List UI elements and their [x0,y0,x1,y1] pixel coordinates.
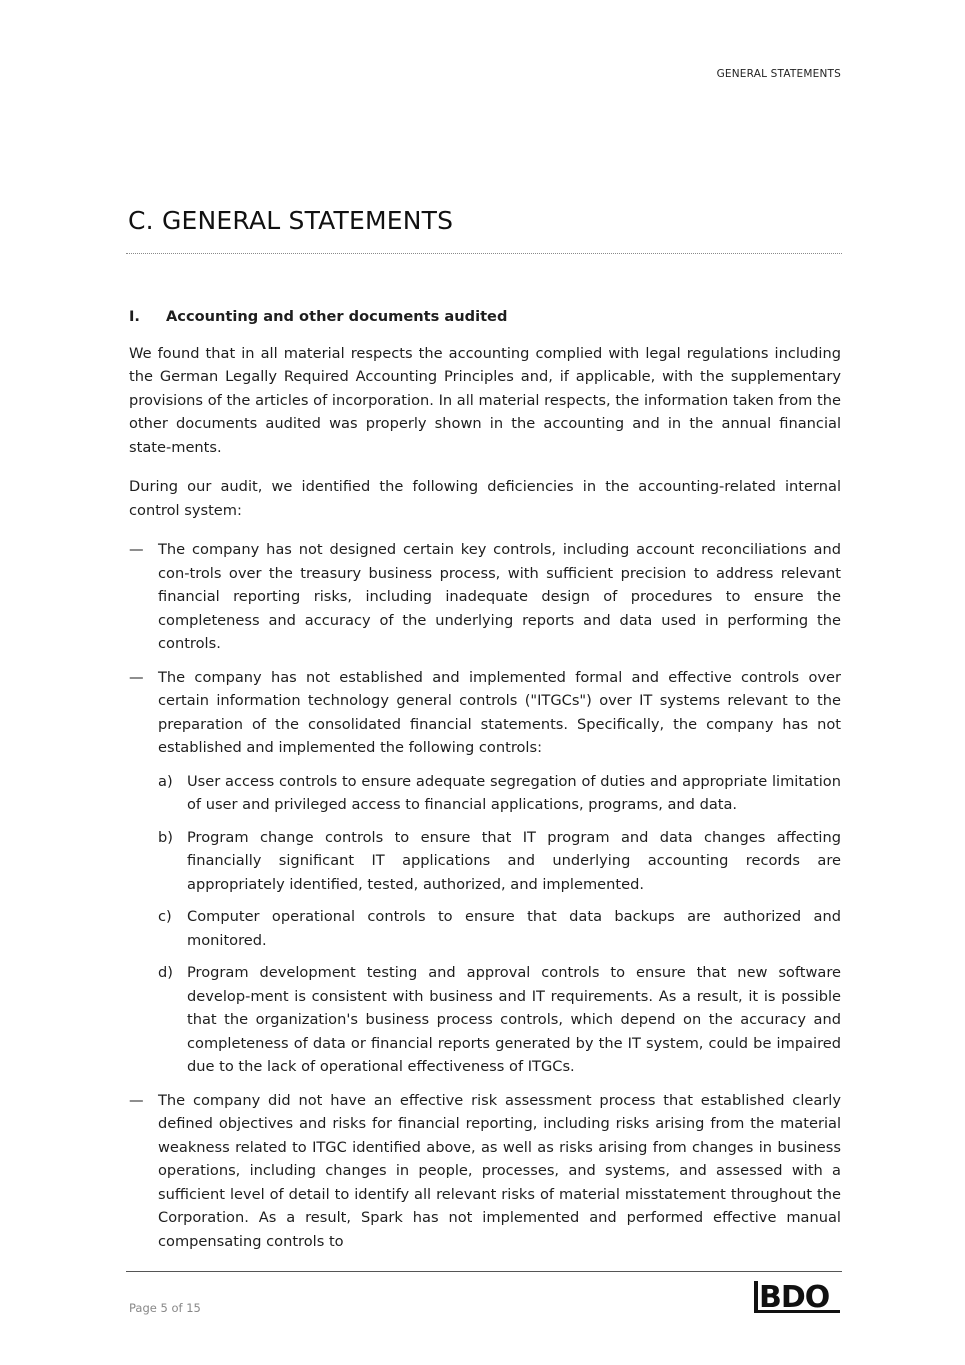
list-item-text: The company has not designed certain key controls, including account reconciliations and con-trols over the treasury business process, with sufficient precision to address relevant financial reporting risks, including inadequate design of procedures to ensure the completeness and accuracy of the underlying reports and data used in performing the controls. [158,541,841,652]
subsection-number: I. [129,308,140,325]
list-item [129,538,841,656]
paragraph: During our audit, we identified the following deficiencies in the accounting-related internal control system: [129,478,841,519]
deficiency-list [129,538,841,1253]
paragraph: We found that in all material respects the accounting complied with legal regulations including the German Legally Required Accounting Principles and, if applicable, with the supplementary provisions of the articles of incorporation. In all material respects, the information taken from the other documents audited was properly shown in the accounting and in the annual financial state-ments. [129,344,841,456]
subsection-heading [129,305,841,329]
sub-item-text: User access controls to ensure adequate segregation of duties and appropriate limitation of user and privileged access to financial applications, programs, and data. [187,772,841,813]
document-body [129,305,841,1263]
sub-item-marker: a) [158,772,173,790]
sub-item-marker: b) [158,828,173,846]
subsection-title: Accounting and other documents audited [166,308,508,325]
bdo-logo [753,1279,841,1315]
sub-list-item [158,905,841,952]
bullet-marker: — [129,1091,144,1109]
sub-list-item [158,826,841,897]
sub-item-marker: d) [158,964,173,981]
list-item-text: The company did not have an effective risk assessment process that established clearly defined objectives and risks for financial reporting, including risks arising from the material weakness related to ITGC identified above, as well as risks arising from changes in business operations, including changes in people, processes, and systems, and assessed with a sufficient level of detail to identify all relevant risks of material misstatement throughout the Corporation. As a result, Spark has not implemented and performed effective manual compensating controls to [158,1091,841,1250]
sub-list-item [158,770,841,817]
footer-divider [126,1271,842,1272]
sub-list-item [158,961,841,1079]
sub-item-marker: c) [158,908,172,925]
title-divider [126,253,842,254]
logo-bar [754,1281,758,1311]
sub-item-text: Computer operational controls to ensure that data backups are authorized and monitored. [187,908,841,949]
list-item [129,666,841,1079]
section-title: C. GENERAL STATEMENTS [128,206,454,235]
running-header: GENERAL STATEMENTS [716,68,841,80]
bullet-marker: — [129,541,144,558]
sub-item-text: Program change controls to ensure that IT program and data changes affecting financially significant IT applications and underlying accounting records are appropriately identified, tested, authorized, and implemented. [187,828,841,893]
page-number: Page 5 of 15 [129,1301,201,1315]
logo-text: BDO [759,1280,830,1315]
sub-item-text: Program development testing and approval controls to ensure that new software develop-ment is consistent with business and IT requirements. As a result, it is possible that the organization's business process controls, which depend on the accuracy and completeness of data or financial reports generated by the IT system, could be impaired due to the lack of operational effectiveness of ITGCs. [187,964,841,1075]
bullet-marker: — [129,668,144,686]
list-item [129,1089,841,1254]
list-item-text: The company has not established and implemented formal and effective controls over certain information technology general controls ("ITGCs") over IT systems relevant to the preparation of the consolidated financial statements. Specifically, the company has not established and implemented the following controls: [158,668,841,756]
itgc-control-list [158,770,841,1079]
